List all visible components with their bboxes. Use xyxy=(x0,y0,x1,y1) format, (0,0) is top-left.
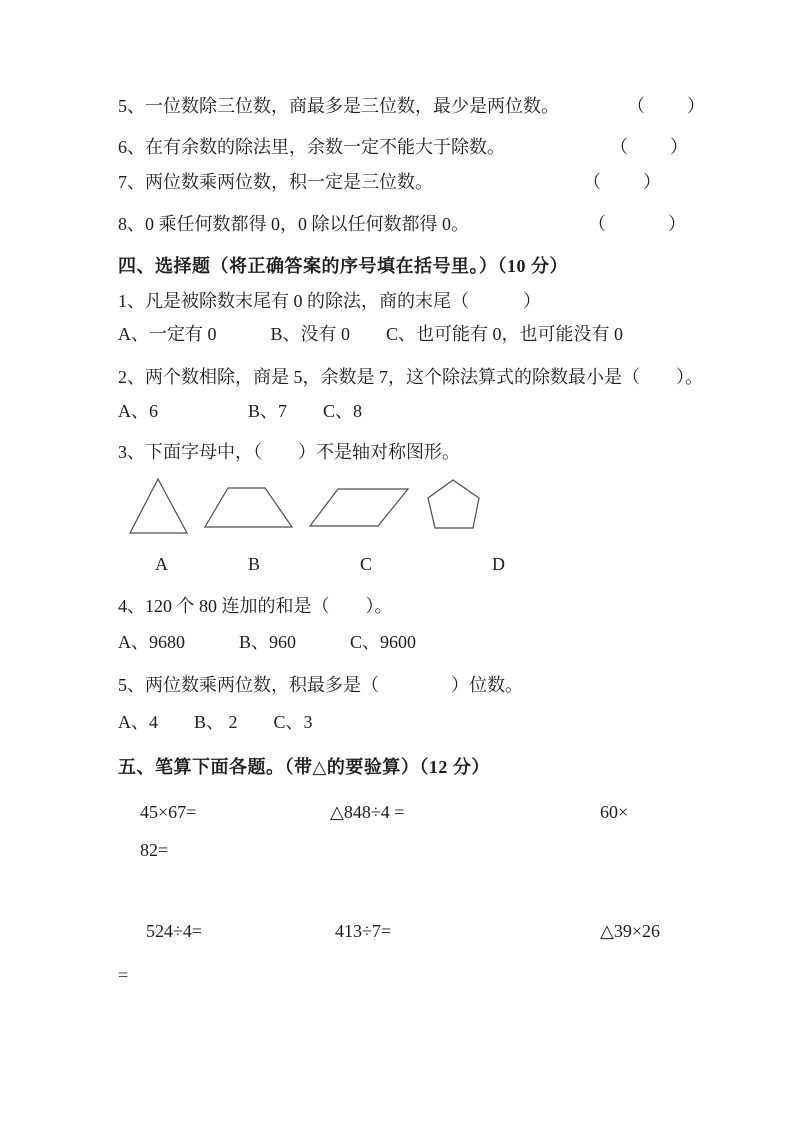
calc-row-1 xyxy=(0,801,793,825)
q3-shapes-figure xyxy=(110,470,510,542)
judge-item-5 xyxy=(118,95,793,117)
judge-item-5-stem: 5、一位数除三位数，商最多是三位数，最少是两位数。 xyxy=(118,96,559,116)
choice-q1-options: A、一定有 0 B、没有 0 C、也可能有 0，也可能没有 0 xyxy=(118,324,624,344)
choice-q5-stem: 5、两位数乘两位数，积最多是（ ）位数。 xyxy=(118,675,523,695)
calc-problem-45x67: 45×67= xyxy=(140,802,197,822)
shape-label-a: A xyxy=(155,554,168,574)
calc-row-2 xyxy=(0,920,793,944)
judge-item-8-answer-bracket: （ ） xyxy=(588,214,688,234)
shape-label-c: C xyxy=(360,554,373,574)
judge-item-5-answer-bracket: （ ） xyxy=(627,96,707,116)
choice-q2-options: A、6 B、7 C、8 xyxy=(118,401,363,421)
calc-row-2-wrap xyxy=(0,964,793,988)
judge-item-6 xyxy=(118,136,793,158)
choice-q2-stem: 2、两个数相除，商是 5，余数是 7，这个除法算式的除数最小是（ ）。 xyxy=(118,367,703,387)
calc-section-title: 五、笔算下面各题。（带△的要验算）（12 分） xyxy=(118,757,490,777)
judge-item-8-stem: 8、0 乘任何数都得 0，0 除以任何数都得 0。 xyxy=(118,214,469,234)
judge-item-8 xyxy=(118,213,793,235)
calc-problem-524div4: 524÷4= xyxy=(146,921,203,941)
calc-problem-60x-part1: 60× xyxy=(600,802,629,822)
judge-item-7 xyxy=(118,171,793,193)
parallelogram-shape xyxy=(310,489,408,526)
triangle-shape xyxy=(130,479,187,533)
calc-problem-39x26-part1: △39×26 xyxy=(600,921,660,941)
shape-label-b: B xyxy=(248,554,261,574)
judge-item-7-answer-bracket: （ ） xyxy=(583,172,663,192)
calc-problem-39x26-part2: = xyxy=(118,965,129,985)
calc-problem-60x-part2: 82= xyxy=(140,840,169,860)
judge-item-6-stem: 6、在有余数的除法里，余数一定不能大于除数。 xyxy=(118,137,505,157)
choice-q4-stem: 4、120 个 80 连加的和是（ ）。 xyxy=(118,596,393,616)
judge-item-7-stem: 7、两位数乘两位数，积一定是三位数。 xyxy=(118,172,433,192)
q3-shape-labels xyxy=(0,553,793,575)
choice-q4-options: A、9680 B、960 C、9600 xyxy=(118,632,417,652)
pentagon-shape xyxy=(428,480,479,528)
choice-q3-stem: 3、下面字母中，（ ）不是轴对称图形。 xyxy=(118,442,460,462)
calc-problem-413div7: 413÷7= xyxy=(335,921,392,941)
choice-q1-stem: 1、凡是被除数末尾有 0 的除法，商的末尾（ ） xyxy=(118,291,541,311)
judge-item-6-answer-bracket: （ ） xyxy=(610,137,690,157)
choice-q5-options: A、4 B、 2 C、3 xyxy=(118,712,313,732)
trapezoid-shape xyxy=(205,488,292,527)
choice-section-title: 四、选择题（将正确答案的序号填在括号里。）（10 分） xyxy=(118,256,568,276)
shape-label-d: D xyxy=(492,554,505,574)
calc-row-1-wrap xyxy=(0,839,793,863)
calc-problem-848div4: △848÷4 = xyxy=(330,802,405,822)
